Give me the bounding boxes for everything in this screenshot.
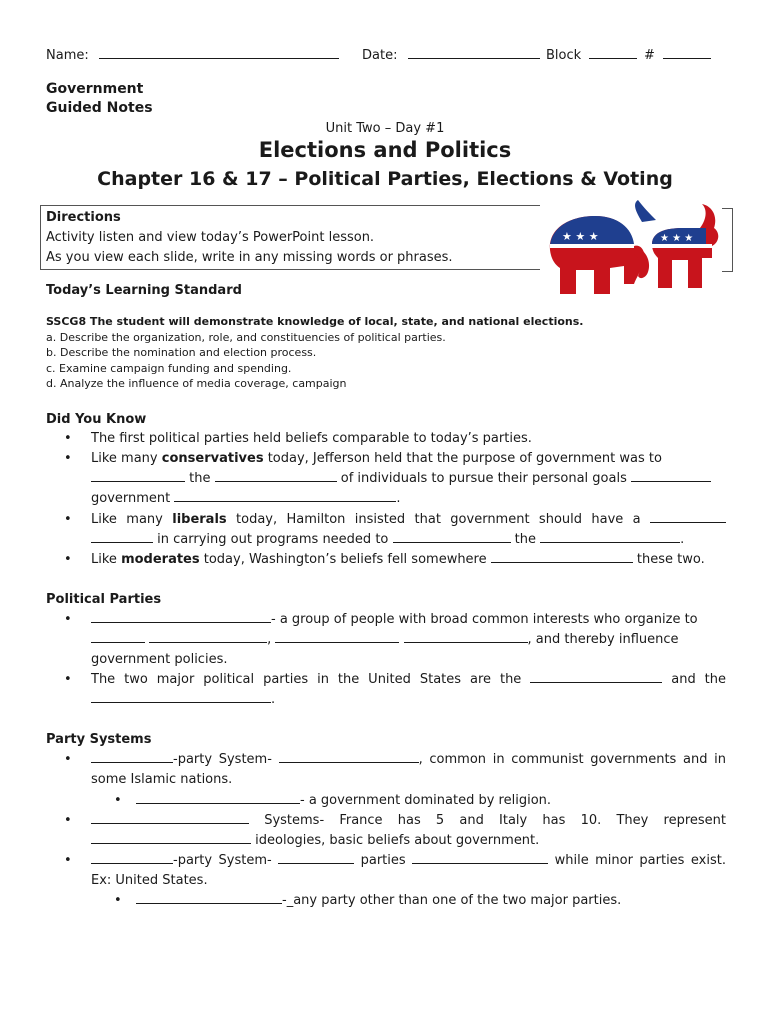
bullet: •	[64, 752, 72, 767]
fill-blank[interactable]	[393, 531, 511, 543]
did-you-know-heading: Did You Know	[46, 412, 147, 427]
fill-blank[interactable]	[491, 551, 633, 563]
fill-blank[interactable]	[91, 611, 271, 623]
course-name: Government	[46, 81, 144, 97]
bullet: •	[64, 853, 72, 868]
bullet: •	[64, 672, 72, 687]
political-parties-heading: Political Parties	[46, 592, 162, 607]
fill-blank[interactable]	[215, 470, 337, 482]
directions-line-2: As you view each slide, write in any missing words or phrases.	[46, 250, 453, 265]
svg-text:★ ★ ★: ★ ★ ★	[562, 230, 599, 243]
learning-standard-heading: Today’s Learning Standard	[46, 283, 242, 298]
standard-item-a: a. Describe the organization, role, and constituencies of political parties.	[46, 331, 446, 344]
page-subtitle: Chapter 16 & 17 – Political Parties, Elections & Voting	[97, 168, 673, 190]
list-item: • Systems- France has 5 and Italy has 10. They represent ideologies, basic beliefs about government.	[64, 813, 727, 848]
fill-blank[interactable]	[91, 832, 251, 844]
directions-border-top	[40, 205, 540, 206]
bullet: •	[114, 793, 122, 808]
list-item: • - a group of people with broad common interests who organize to , , and thereby influence government policies.	[64, 612, 698, 667]
page-title: Elections and Politics	[258, 138, 512, 162]
unit-day: Unit Two – Day #1	[325, 121, 445, 136]
block-blank[interactable]	[589, 47, 637, 59]
fill-blank[interactable]	[279, 751, 419, 763]
image-bracket	[722, 208, 733, 272]
fill-blank[interactable]	[149, 631, 267, 643]
standard-item-b: b. Describe the nomination and election process.	[46, 346, 317, 359]
name-field[interactable]	[46, 47, 339, 63]
fill-blank[interactable]	[650, 511, 726, 523]
directions-border-left	[40, 205, 41, 269]
block-label: Block	[546, 48, 582, 63]
date-field[interactable]	[362, 47, 540, 63]
number-blank[interactable]	[663, 47, 711, 59]
fill-blank[interactable]	[91, 631, 145, 643]
number-field[interactable]	[644, 47, 711, 63]
fill-blank[interactable]	[91, 531, 153, 543]
fill-blank[interactable]	[412, 852, 548, 864]
fill-blank[interactable]	[91, 852, 173, 864]
list-item: • -party System- parties while minor parties exist. Ex: United States.	[64, 853, 726, 888]
fill-blank[interactable]	[278, 852, 354, 864]
fill-blank[interactable]	[91, 691, 271, 703]
party-mascots-image	[540, 198, 720, 298]
name-blank[interactable]	[99, 47, 339, 59]
directions-border-bottom	[40, 269, 540, 270]
list-item: • The two major political parties in the United States are the and the .	[64, 672, 726, 707]
fill-blank[interactable]	[174, 490, 396, 502]
name-label: Name:	[46, 48, 89, 63]
bullet: •	[64, 813, 72, 828]
standard-code: SSCG8 The student will demonstrate knowledge of local, state, and national elections.	[46, 315, 584, 328]
list-item: • Like many conservatives today, Jefferson held that the purpose of government was to the of individuals to pursue their personal goals government .	[64, 449, 726, 509]
fill-blank[interactable]	[540, 531, 680, 543]
block-field[interactable]	[546, 47, 637, 63]
standard-item-c: c. Examine campaign funding and spending.	[46, 362, 292, 375]
fill-blank[interactable]	[136, 892, 282, 904]
fill-blank[interactable]	[275, 631, 399, 643]
fill-blank[interactable]	[136, 792, 300, 804]
keyword-moderates: moderates	[121, 552, 200, 567]
fill-blank[interactable]	[91, 812, 249, 824]
list-item: • -party System- , common in communist governments and in some Islamic nations.	[64, 752, 726, 787]
list-item: • Like many liberals today, Hamilton insisted that government should have a in carrying out programs needed to the .	[64, 510, 726, 550]
keyword-conservatives: conservatives	[161, 451, 264, 466]
fill-blank[interactable]	[91, 751, 173, 763]
date-label: Date:	[362, 48, 398, 63]
svg-text:★ ★ ★: ★ ★ ★	[660, 233, 694, 244]
fill-blank[interactable]	[91, 470, 185, 482]
bullet: •	[64, 512, 72, 527]
elephant-icon	[550, 216, 649, 294]
bullet: •	[114, 893, 122, 908]
donkey-icon	[635, 200, 718, 288]
bullet: •	[64, 552, 72, 567]
fill-blank[interactable]	[530, 671, 662, 683]
standard-item-d: d. Analyze the influence of media coverage, campaign	[46, 377, 347, 390]
keyword-liberals: liberals	[172, 512, 227, 527]
bullet: •	[64, 612, 72, 627]
date-blank[interactable]	[408, 47, 540, 59]
party-systems-heading: Party Systems	[46, 732, 152, 747]
bullet: •	[64, 451, 72, 466]
fill-blank[interactable]	[404, 631, 528, 643]
list-item-text: The first political parties held beliefs comparable to today’s parties.	[91, 431, 532, 446]
course-subtitle: Guided Notes	[46, 100, 153, 116]
bullet: •	[64, 431, 72, 446]
directions-heading: Directions	[46, 210, 121, 225]
number-label: #	[644, 48, 655, 63]
fill-blank[interactable]	[631, 470, 711, 482]
directions-line-1: Activity listen and view today’s PowerPoint lesson.	[46, 230, 375, 245]
